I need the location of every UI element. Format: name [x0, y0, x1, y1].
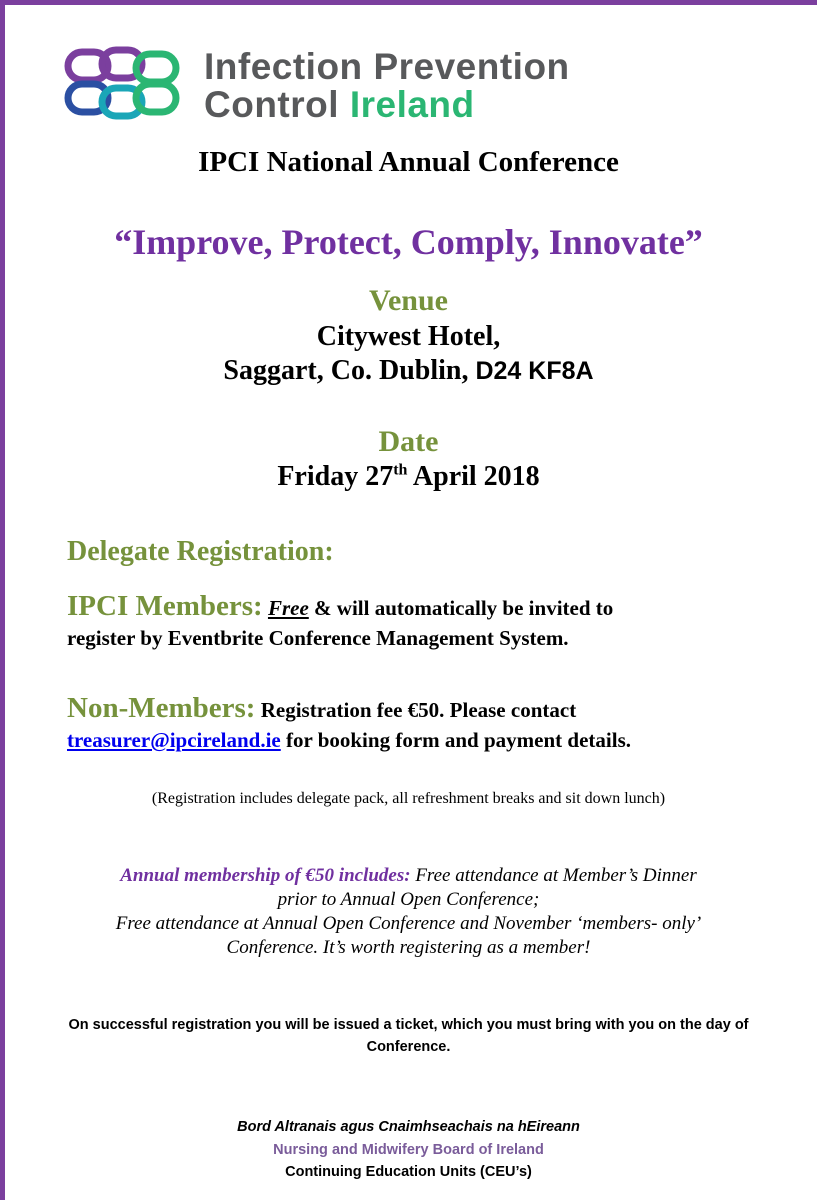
nonmembers-text-1: Registration fee €50. Please contact: [260, 698, 577, 722]
members-section: [67, 591, 787, 653]
members-text-1: & will automatically be invited to: [314, 596, 614, 620]
logo-ireland: Ireland: [349, 84, 475, 125]
date-suffix: th: [393, 461, 408, 479]
logo-wordmark: [204, 48, 570, 124]
membership-line-2: prior to Annual Open Conference;: [277, 889, 540, 910]
venue-label: Venue: [369, 284, 448, 317]
membership-line-3: Free attendance at Annual Open Conference and November ‘members- only’: [115, 913, 702, 934]
conference-slogan: “Improve, Protect, Comply, Innovate”: [114, 222, 703, 262]
membership-label: Annual membership of €50 includes:: [120, 865, 411, 886]
venue-line-1: Citywest Hotel,: [316, 321, 501, 352]
date-value: [0, 461, 817, 493]
membership-line-4: Conference. It’s worth registering as a member!: [226, 937, 591, 958]
members-label: IPCI Members:: [67, 590, 263, 622]
logo-control: Control: [204, 84, 340, 125]
members-text-2: register by Eventbrite Conference Management System.: [67, 626, 569, 650]
conference-title: IPCI National Annual Conference: [198, 146, 619, 178]
delegate-registration-heading: Delegate Registration:: [67, 536, 334, 567]
footer-line-3: Continuing Education Units (CEU’s): [285, 1164, 532, 1180]
membership-line-1: Free attendance at Member’s Dinner: [415, 865, 697, 886]
footer-line-1: Bord Altranais agus Cnaimhseachais na hEireann: [237, 1119, 580, 1135]
nonmembers-text-2: for booking form and payment details.: [286, 728, 631, 752]
membership-info: [0, 864, 817, 960]
treasurer-email-link[interactable]: treasurer@ipcireland.ie: [67, 728, 281, 752]
ticket-note: On successful registration you will be issued a ticket, which you must bring with you on the day of Conference.: [68, 1017, 749, 1055]
footer-line-2: Nursing and Midwifery Board of Ireland: [273, 1142, 544, 1158]
registration-includes-note: (Registration includes delegate pack, all refreshment breaks and sit down lunch): [151, 790, 666, 807]
nonmembers-label: Non-Members:: [67, 692, 256, 724]
nonmembers-section: [67, 693, 787, 755]
date-label: Date: [378, 425, 439, 458]
members-free: Free: [267, 596, 309, 620]
venue-eircode: D24 KF8A: [475, 357, 594, 385]
logo-line-1: Infection Prevention: [204, 46, 570, 87]
logo-line-2: [204, 86, 570, 124]
venue-line-2: [0, 355, 817, 387]
ipci-logo-icon: [62, 46, 182, 120]
date-day: Friday 27: [277, 461, 394, 492]
date-month-year: April 2018: [412, 461, 540, 492]
venue-address: Saggart, Co. Dublin,: [223, 355, 469, 386]
